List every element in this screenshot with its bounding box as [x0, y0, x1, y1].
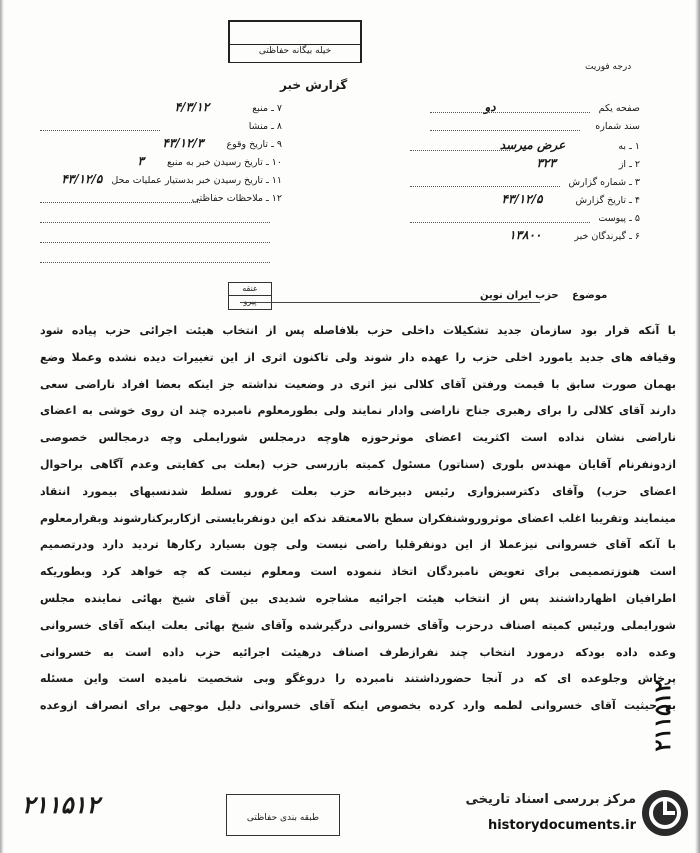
field-attachment: ۵ ـ پیوست: [598, 213, 640, 224]
urgency-label: درجه فوریت: [585, 62, 632, 72]
dotted-line: [40, 222, 270, 223]
bottom-document-number: ۲۱۱۵۱۲: [22, 790, 100, 819]
report-title: گزارش خبر: [280, 78, 348, 92]
archive-watermark: [456, 784, 692, 848]
body-line: شورایملی ورئیس کمیته اصناف درحزب وآقای خسروانی درگیرشده وآقای شیخ بهائی بعلت اینکه آقای خسروانی: [40, 618, 676, 632]
body-line: است هنوزتصمیمی برای تعویض نامبردگان اتخاذ ننموده است ومعلوم نیست که چه خواهد کرد وبطوریکه: [40, 565, 676, 579]
classification-box-divider: [230, 44, 360, 45]
body-line: وعده داده بودکه درمورد انتخاب چند نفرازطرف اصناف درهیئت اجرائیه حزب داده است به خسروانی: [40, 645, 676, 659]
scan-edge-left: [0, 0, 4, 853]
body-line: مینمایند وتقریبا اغلب اعضای موثروروشنفکران سطح بالامعتقد ندکه این دونفربایستی ازکاربرکنارشوند وبقرارمعلوم: [40, 511, 676, 525]
report-body: [40, 318, 676, 720]
field-from: ۲ ـ از ۳۲۳: [536, 156, 640, 170]
dotted-line: [410, 222, 590, 223]
body-line: اعضای حزب) وآقای دکترسبزواری رئیس دبیرخانه حزب بعلت غرورو تسلط شدنسبهای بیمورد انتقاد: [40, 484, 676, 498]
scan-edge-right: [695, 0, 700, 853]
archive-logo-icon: [640, 788, 690, 838]
field-news-to-operations-date: ۱۱ ـ تاریخ رسیدن خبر بدستیار عملیات محل ۴۳/۱۲/۵: [61, 172, 282, 186]
classification-box: [228, 20, 362, 63]
body-line: بهمان صورت سابق با قیمت ورفتن آقای کلالی نیز اثری در وضعیت نداشته جز اینکه بعضا افراد ناراضی سعی: [40, 377, 676, 391]
subject-underline: [240, 302, 540, 303]
bottom-classification-label: طبقه بندی حفاظتی: [246, 813, 320, 823]
field-origin: ۸ ـ منشا: [248, 121, 282, 132]
field-document-number: سند شماره: [595, 121, 640, 132]
dotted-line: [410, 186, 560, 187]
dotted-line: [410, 150, 510, 151]
body-line: به حیثیت آقای خسروانی لطمه وارد کرده بخصوص اینکه آقای خسروانی دلیل موجهی برای انصراف ازوعده: [40, 699, 676, 713]
body-line: اطرافیان اظهارداشتند پس از انتخاب هیئت اجرائیه مشاجره شدیدی بین آقای شیخ بهائی نماینده مجلس: [40, 591, 676, 605]
bottom-classification-box: [226, 794, 340, 836]
field-to: ۱ ـ به عرض میرسد: [499, 138, 640, 152]
watermark-title: مرکز بررسی اسناد تاریخی: [465, 792, 636, 807]
body-line: پرخاش وجلوعده ای که در آنجا حضورداشتند نامبرده را دروغگو وبی شخصیت نامیده است واین مسئله: [40, 672, 676, 686]
body-line: وقیافه های جدید یامورد اخلی حزب را عهده دار شوند ولی تاکنون اثری از این تغییرات دیده نشده وعملا وضع: [40, 350, 676, 364]
body-line: ازدونفرنام آقایان مهندس بلوری (سناتور) مسئول کمیته بازرسی حزب (بعلت بی کفایتی وعدم آگاهی براحوال: [40, 457, 676, 471]
watermark-url: historydocuments.ir: [487, 818, 636, 833]
classification-label: خیله بیگانه حفاظتی: [258, 46, 332, 56]
body-line: دارند آقای کلالی را برای رهبری جناح ناراضی وادار نمایند ولی بطورمعلوم نامبرده چند ان روی خوشی به اعضای: [40, 404, 676, 418]
field-news-to-source-date: ۱۰ ـ تاریخ رسیدن خبر به منبع ۳: [137, 154, 282, 168]
side-number-text: ۲۱۱۵۱۲: [650, 680, 676, 752]
field-report-number: ۳ ـ شماره گزارش: [568, 177, 640, 188]
field-occurrence-date: ۹ ـ تاریخ وقوع ۴۳/۱۲/۳: [162, 136, 282, 150]
signature-box-top: عنقه: [242, 284, 258, 293]
field-report-date: ۴ ـ تاریخ گزارش ۴۳/۱۲/۵: [501, 192, 640, 206]
dotted-line: [430, 130, 580, 131]
subject-label: موضوع: [572, 290, 608, 301]
subject: [480, 290, 607, 301]
field-page: صفحه یکم دو: [484, 100, 640, 114]
dotted-line: [40, 202, 200, 203]
field-recipients: ۶ ـ گیرندگان خبر ۱۳۸۰۰: [509, 228, 640, 242]
body-line: با آنکه آقای خسروانی نیزعملا از این دونفرقلبا راضی نیست ولی چون بسیارد رکارها تردید دارد ودرتصمیم: [40, 538, 676, 552]
dotted-line: [40, 242, 270, 243]
signature-box: [228, 282, 272, 310]
field-security-notes: ۱۲ ـ ملاحظات حفاظتی: [191, 193, 282, 204]
field-source: ۷ ـ منبع ۴/۳/۱۲: [174, 100, 282, 114]
signature-box-bottom: پیرو: [229, 295, 271, 308]
side-document-number: [650, 668, 690, 764]
dotted-line: [430, 112, 590, 113]
body-line: با آنکه قرار بود سازمان جدید تشکیلات داخلی حزب بلافاصله پس از انتخاب هیئت اجرائی حزب پیاده شود: [40, 324, 676, 337]
body-line: ناراضی نشان نداده است اکثریت اعضای موثرحوزه هاوچه درمجلس شورایملی وچه درمجالس خصوصی: [40, 431, 676, 445]
dotted-line: [40, 262, 270, 263]
subject-value: حزب ایران نوین: [480, 290, 559, 301]
dotted-line: [40, 130, 160, 131]
